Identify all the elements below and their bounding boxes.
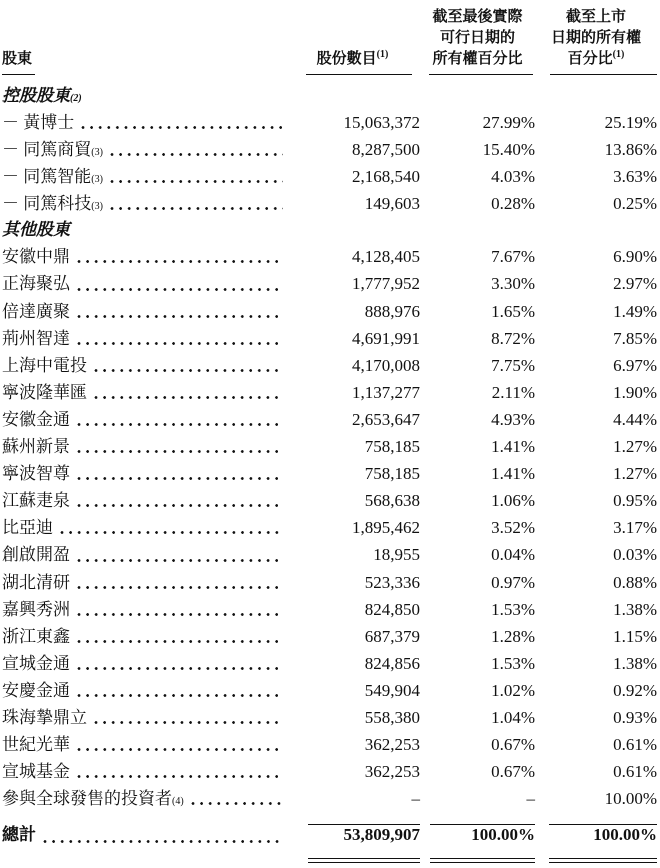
table-row (2, 758, 657, 785)
pct-listing-value: 1.15% (613, 626, 657, 646)
pct-listing-value: 1.90% (613, 382, 657, 402)
shares-value: 558,380 (364, 707, 420, 727)
shares-value: 2,168,540 (352, 167, 420, 187)
shares-value: 4,691,991 (352, 328, 420, 348)
shareholder-cell (2, 514, 285, 541)
double-rule (308, 858, 420, 864)
dot-leader (77, 503, 283, 508)
shares-value: 758,185 (364, 437, 420, 457)
table-row (2, 569, 657, 596)
col-pct-listing-line-2: 日期的所有權 (550, 30, 641, 46)
shares-value: 824,850 (364, 599, 420, 619)
pct-latest-value: 27.99% (482, 113, 535, 132)
table-header (2, 7, 657, 75)
col-shareholder-label: 股東 (2, 51, 33, 67)
pct-listing-value: 100.00% (593, 825, 657, 845)
dot-leader (43, 839, 283, 844)
dot-leader (77, 612, 283, 617)
dot-leader (77, 314, 283, 319)
shares-value: 4,128,405 (352, 247, 420, 267)
pct-latest-value: 1.06% (491, 491, 535, 511)
table-row (2, 596, 657, 623)
table-row (2, 677, 657, 704)
table-row (2, 298, 657, 325)
shareholder-name: 浙江東鑫 (2, 626, 70, 646)
shareholder-name: 參與全球發售的投資者 (2, 789, 172, 809)
pct-listing-value: 7.85% (613, 328, 657, 348)
header-rule (306, 74, 412, 75)
dot-leader (94, 395, 283, 400)
dot-leader (77, 666, 283, 671)
shareholder-name: － 同篤科技 (2, 194, 92, 214)
pct-latest-value: 4.03% (491, 167, 535, 187)
dot-leader (81, 125, 283, 130)
col-pct-latest-line-2: 可行日期的 (439, 30, 515, 46)
shareholder-name: 江蘇疌泉 (2, 491, 70, 511)
shares-value: 568,638 (364, 491, 420, 511)
table-row (2, 109, 657, 136)
shareholder-cell (2, 487, 285, 514)
col-shares-header (285, 49, 420, 75)
table-row (2, 623, 657, 650)
col-shareholder-header (2, 49, 285, 75)
dot-leader (94, 720, 283, 725)
dot-leader (77, 287, 283, 292)
pct-listing-value: 0.95% (613, 491, 657, 511)
shareholder-name: 湖北清研 (2, 572, 70, 592)
shareholder-name: 荊州智達 (2, 328, 70, 348)
pct-latest-value: 3.30% (491, 274, 535, 294)
shareholder-cell: 參與全球發售的投資者 (4) (2, 785, 285, 812)
col-pct-latest-header (420, 7, 535, 75)
dot-leader (94, 368, 283, 373)
shareholder-cell (2, 704, 285, 731)
dot-leader (77, 774, 283, 779)
shareholder-name: 比亞迪 (2, 518, 53, 538)
dot-leader (77, 558, 283, 563)
pct-latest-value: 7.75% (491, 355, 535, 375)
pct-listing-value: 0.03% (613, 545, 657, 565)
shareholder-cell: － 同篤科技 (3) (2, 190, 285, 217)
table-row (2, 731, 657, 758)
shareholder-name: 嘉興秀洲 (2, 599, 70, 619)
shareholder-cell: － 同篤商貿 (3) (2, 136, 285, 163)
shares-value: 687,379 (364, 626, 420, 646)
shares-value: 149,603 (364, 194, 420, 214)
header-rule (429, 74, 533, 75)
col-pct-latest-line-1: 截至最後實際 (432, 9, 523, 25)
table-body (2, 83, 657, 857)
pct-latest-value: 3.52% (491, 518, 535, 538)
dot-leader (77, 693, 283, 698)
shareholder-cell (2, 243, 285, 270)
shares-value: 53,809,907 (343, 825, 420, 845)
shareholder-name: 寧波隆華匯 (2, 382, 87, 402)
dot-leader (77, 476, 283, 481)
dot-leader (60, 530, 283, 535)
pct-listing-value: 1.38% (613, 653, 657, 673)
shares-value: 824,856 (364, 653, 420, 673)
shareholder-name: 寧波智尊 (2, 464, 70, 484)
shareholder-name: 正海聚弘 (2, 274, 70, 294)
dot-leader (77, 585, 283, 590)
pct-latest-value: 1.02% (491, 680, 535, 700)
table-row (2, 819, 657, 850)
shareholder-name: － 同篤商貿 (2, 140, 92, 160)
pct-latest-value: 4.93% (491, 409, 535, 429)
shareholder-cell (2, 460, 285, 487)
shares-value: 758,185 (364, 464, 420, 484)
shareholder-cell (2, 677, 285, 704)
table-row (2, 704, 657, 731)
shareholder-name: － 黃博士 (2, 113, 75, 132)
shareholder-name: 安徽金通 (2, 409, 70, 429)
table-row (2, 650, 657, 677)
shareholder-cell (2, 270, 285, 297)
header-rule (2, 74, 35, 75)
table-row (2, 136, 657, 163)
shares-value: 4,170,008 (352, 355, 420, 375)
pct-listing-value: 6.97% (613, 355, 657, 375)
shareholder-cell (2, 569, 285, 596)
shares-value: 8,287,500 (352, 140, 420, 160)
pct-listing-value: 0.61% (613, 735, 657, 755)
pct-listing-value: 0.88% (613, 572, 657, 592)
shares-value: 523,336 (364, 572, 420, 592)
dot-leader (191, 801, 283, 806)
pct-listing-value: 1.27% (613, 437, 657, 457)
pct-latest-value: 0.67% (491, 735, 535, 755)
table-row (2, 352, 657, 379)
shareholder-cell (2, 596, 285, 623)
table-row (2, 163, 657, 190)
pct-listing-value: 4.44% (613, 409, 657, 429)
dot-leader (110, 152, 283, 157)
table-row (2, 379, 657, 406)
shareholder-cell (2, 623, 285, 650)
double-rule (430, 858, 535, 864)
col-pct-listing-line-3 (535, 49, 657, 70)
dot-leader (110, 179, 283, 184)
double-rule (549, 858, 657, 864)
dot-leader (77, 422, 283, 427)
pct-latest-value: 1.41% (491, 464, 535, 484)
shareholder-cell (2, 406, 285, 433)
section-title: 其他股東 (2, 220, 70, 240)
col-pct-listing-line-1: 截至上市 (565, 9, 626, 25)
pct-latest-value: 8.72% (491, 328, 535, 348)
shares-value: 15,063,372 (343, 113, 420, 132)
pct-listing-value: 1.49% (613, 301, 657, 321)
shareholder-name: 蘇州新景 (2, 437, 70, 457)
table-row (2, 487, 657, 514)
shareholder-name: 世紀光華 (2, 735, 70, 755)
table-row (2, 541, 657, 568)
shareholder-name: － 同篤智能 (2, 167, 92, 187)
pct-latest-value: 1.65% (491, 301, 535, 321)
pct-latest-value: 100.00% (471, 825, 535, 845)
pct-listing-value: 0.61% (613, 762, 657, 782)
rule-cell (420, 850, 535, 868)
shareholder-cell (2, 325, 285, 352)
table-row (2, 514, 657, 541)
shares-value: 1,137,277 (352, 382, 420, 402)
shareholder-name: 總計 (2, 825, 36, 845)
table-row (2, 325, 657, 352)
shares-value: 362,253 (364, 735, 420, 755)
pct-latest-value: 2.11% (491, 382, 535, 402)
pct-listing-value: 0.92% (613, 680, 657, 700)
pct-listing-value: 3.17% (613, 518, 657, 538)
shares-value: 888,976 (364, 301, 420, 321)
shareholder-cell (2, 433, 285, 460)
shareholder-cell (2, 650, 285, 677)
dot-leader (77, 341, 283, 346)
table-row (2, 190, 657, 217)
pct-listing-value: 0.93% (613, 707, 657, 727)
pct-latest-value: 0.04% (491, 545, 535, 565)
pct-latest-value: 15.40% (482, 140, 535, 160)
table-row (2, 460, 657, 487)
pct-listing-value: 25.19% (604, 113, 657, 132)
shares-value: 362,253 (364, 762, 420, 782)
pct-latest-value: 0.67% (491, 762, 535, 782)
dot-leader (77, 449, 283, 454)
section-header-row: 控股股東 (2) (2, 83, 657, 109)
rule-cell (535, 850, 657, 868)
table-row (2, 270, 657, 297)
section-header-row (2, 217, 657, 243)
shares-value: 1,777,952 (352, 274, 420, 294)
shareholder-name: 倍達廣聚 (2, 301, 70, 321)
shares-value: 1,895,462 (352, 518, 420, 538)
dot-leader (77, 747, 283, 752)
col-pct-listing-label: 百分比 (567, 51, 613, 67)
shareholder-cell (2, 298, 285, 325)
shareholder-cell (2, 819, 285, 850)
pct-listing-value: 13.86% (604, 140, 657, 160)
shareholder-cell (2, 352, 285, 379)
shareholder-cell: － 同篤智能 (3) (2, 163, 285, 190)
shareholder-cell (2, 731, 285, 758)
pct-latest-value: 1.53% (491, 599, 535, 619)
pct-listing-value: 3.63% (613, 167, 657, 187)
footnote-marker: (1) (376, 49, 389, 60)
header-rule (550, 74, 657, 75)
dot-leader (110, 206, 283, 211)
shares-value: 2,653,647 (352, 409, 420, 429)
shareholder-cell (2, 541, 285, 568)
pct-listing-value: 2.97% (613, 274, 657, 294)
pct-listing-value: 6.90% (613, 247, 657, 267)
table-row (2, 785, 657, 812)
pct-latest-value: 0.28% (491, 194, 535, 214)
shareholder-cell (2, 758, 285, 785)
rule-cell (285, 850, 420, 868)
pct-listing-value: 1.27% (613, 464, 657, 484)
shares-value: – (411, 789, 420, 809)
pct-latest-value: 0.97% (491, 572, 535, 592)
shareholder-name: 宣城基金 (2, 762, 70, 782)
col-pct-latest-line-3: 所有權百分比 (432, 51, 523, 67)
col-pct-listing-header (535, 7, 657, 75)
dot-leader (77, 259, 283, 264)
rules-row (2, 812, 657, 819)
pct-listing-value: 0.25% (613, 194, 657, 214)
pct-latest-value: 1.28% (491, 626, 535, 646)
section-title: 控股股東 (2, 86, 70, 105)
col-shares-label: 股份數目 (316, 51, 377, 67)
pct-latest-value: 1.04% (491, 707, 535, 727)
table-row (2, 243, 657, 270)
pct-latest-value: 1.53% (491, 653, 535, 673)
shareholder-name: 宣城金通 (2, 653, 70, 673)
table-row (2, 406, 657, 433)
pct-latest-value: 1.41% (491, 437, 535, 457)
footnote-marker: (1) (612, 49, 625, 60)
shareholder-name: 安徽中鼎 (2, 247, 70, 267)
rules-row (2, 850, 657, 857)
table-row (2, 433, 657, 460)
pct-listing-value: 10.00% (604, 789, 657, 809)
shareholder-cell (2, 379, 285, 406)
shareholder-name: 安慶金通 (2, 680, 70, 700)
shareholder-cell (2, 109, 285, 136)
pct-latest-value: – (526, 789, 535, 809)
shareholder-name: 上海中電投 (2, 355, 87, 375)
pct-latest-value: 7.67% (491, 247, 535, 267)
shareholder-name: 創啟開盈 (2, 545, 70, 565)
shares-value: 18,955 (373, 545, 420, 565)
pct-listing-value: 1.38% (613, 599, 657, 619)
shareholder-name: 珠海摯鼎立 (2, 707, 87, 727)
dot-leader (77, 639, 283, 644)
shares-value: 549,904 (364, 680, 420, 700)
